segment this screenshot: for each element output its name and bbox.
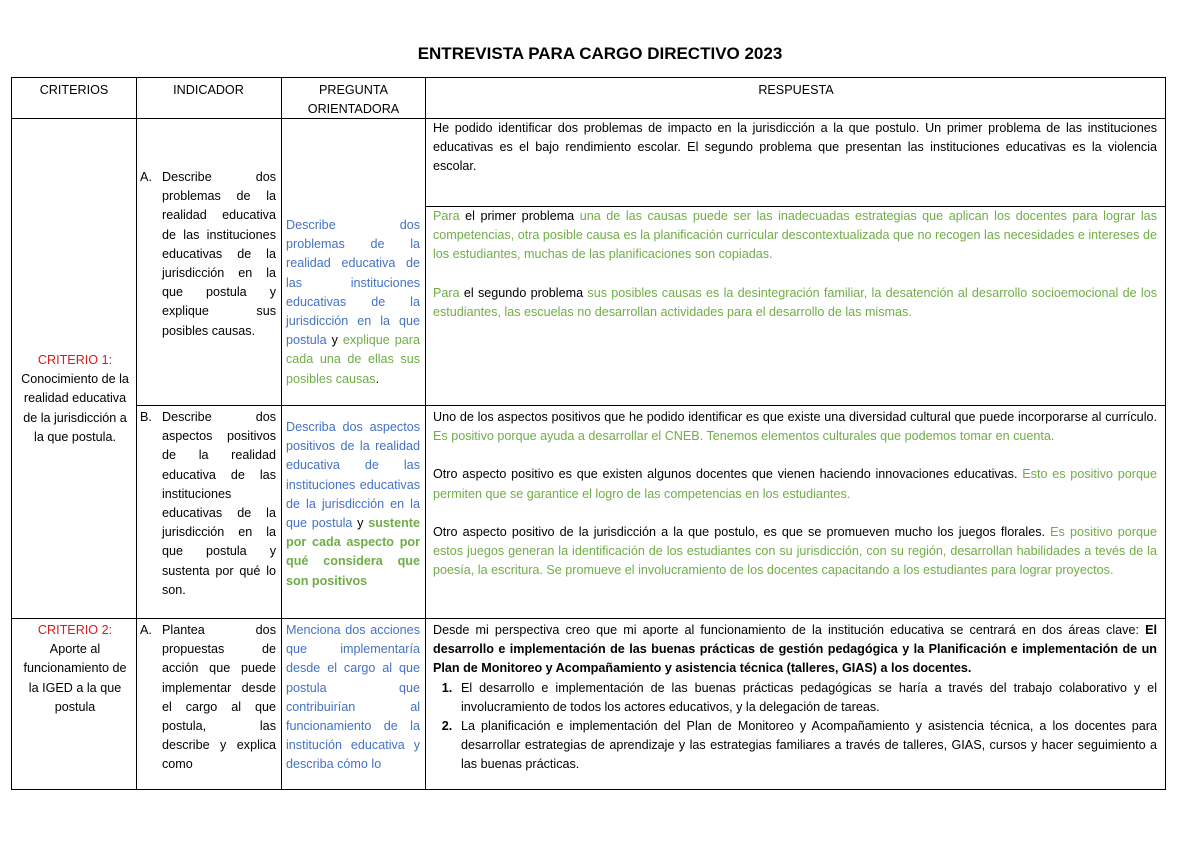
header-pregunta: PREGUNTA ORIENTADORA [307, 83, 400, 117]
pregunta-1a-part3: explique para cada una de ellas sus posibles causas [286, 333, 420, 386]
respuesta-1a-problems: He podido identificar dos problemas de impacto en la jurisdicción a la que postulo. Un primer problema de las instituciones educativas es el bajo rendimiento escolar. El segundo problema que presentan las instituciones educativas es la violencia escolar. [433, 121, 1157, 174]
criterio-2 [20, 621, 130, 717]
respuesta-1a-cause-1 [433, 207, 1157, 265]
respuesta-1b-aspect-2-reason: Esto es positivo porque permiten que se garantice el logro de las competencias en los estudiantes. [433, 467, 1157, 501]
pregunta-1a [286, 216, 420, 389]
respuesta-2a-list [433, 679, 1157, 775]
pregunta-2a-text: Menciona dos acciones que implementaría desde el cargo al que postula que contribuirían al funcionamiento de la institución educativa y describa cómo lo [286, 623, 420, 772]
criterio-2-label: CRITERIO 2: [37, 623, 113, 637]
list-item-text: La planificación e implementación del Plan de Monitoreo y Acompañamiento y asistencia técnica, a los docentes para desarrollar estrategias de aprendizaje y las estrategias familiares a través de talleres, GIAS, cursos y hacer seguimiento a las buenas prácticas. [461, 719, 1157, 772]
criterio-1-label: CRITERIO 1: [37, 353, 113, 367]
list-item-number: 2. [441, 719, 453, 734]
criterio-1-text: Conocimiento de la realidad educativa de la jurisdicción a la que postula. [21, 372, 129, 444]
respuesta-1a-causes [433, 207, 1157, 322]
grid-line [281, 78, 282, 790]
criterio-2-text: Aporte al funcionamiento de la IGED a la que postula [23, 642, 127, 714]
respuesta-1b-aspect-1 [433, 408, 1157, 446]
respuesta-2a [433, 621, 1157, 775]
grid-line [12, 618, 1166, 619]
document-title: ENTREVISTA PARA CARGO DIRECTIVO 2023 [417, 44, 783, 63]
pregunta-1b-part2: y [357, 516, 364, 531]
respuesta-1b-aspect-2 [433, 465, 1157, 503]
indicador-1b-text: Describe dos aspectos positivos de la realidad educativa de las instituciones educativas de la jurisdicción en la que postula y sustenta por qué lo son. [162, 410, 276, 597]
indicador-2a-letter: A. [140, 623, 152, 637]
indicador-2a [140, 621, 276, 775]
interview-table [11, 77, 1166, 790]
respuesta-1a-cause-2-intro: Para [433, 285, 460, 300]
respuesta-1a-cause-1-intro: Para [433, 209, 460, 223]
respuesta-1b-aspect-1-text: Uno de los aspectos positivos que he podido identificar es que existe una diversidad cultural que puede incorporarse al currículo. [433, 410, 1157, 424]
header-respuesta: RESPUESTA [758, 83, 834, 97]
list-item-text: El desarrollo e implementación de las buenas prácticas pedagógicas se haría a través del trabajo colaborativo y el involucramiento de todos los actores educativos, y la delegación de tareas. [461, 680, 1157, 714]
pregunta-1a-part4: . [375, 371, 380, 386]
list-item-number: 1. [441, 680, 453, 695]
criterio-1 [20, 351, 130, 447]
respuesta-1a-cause-1-label: el primer problema [465, 209, 575, 223]
indicador-1a-letter: A. [140, 170, 152, 184]
respuesta-1b-aspect-3-reason: Es positivo porque estos juegos generan la identificación de los estudiantes con su jurisdicción, con su región, desarrollan habilidades a tevés de la poesía, la escritura. Se promueve el involucramiento de los docentes capacitando a los estudiantes para lograr proyectos. [433, 524, 1157, 578]
indicador-1b-letter: B. [140, 410, 152, 424]
respuesta-2a-intro-bold: El desarrollo e implementación de las buenas prácticas de gestión pedagógica y la Planificación e implementación de un Plan de Monitoreo y Acompañamiento y asistencia técnica (talleres, GIAS) a los docentes. [433, 623, 1157, 676]
respuesta-1a-cause-2 [433, 284, 1157, 322]
respuesta-2a-intro-text: Desde mi perspectiva creo que mi aporte al funcionamiento de la institución educativa se centrará en dos áreas clave: [433, 623, 1139, 637]
pregunta-1a-part2: y [331, 333, 338, 348]
respuesta-1b-aspect-2-text: Otro aspecto positivo es que existen algunos docentes que vienen haciendo innovaciones educativas. [433, 467, 1018, 482]
pregunta-1a-part1: Describe dos problemas de la realidad educativa de las instituciones educativas de la jurisdicción en la que postula [286, 218, 420, 348]
header-criterios: CRITERIOS [39, 83, 109, 97]
indicador-1b [140, 408, 276, 600]
pregunta-1b [286, 418, 420, 591]
grid-line [136, 405, 1166, 406]
respuesta-1b-aspect-1-reason: Es positivo porque ayuda a desarrollar el CNEB. Tenemos elementos culturales que podemos tomar en cuenta. [433, 429, 1055, 444]
respuesta-1b [433, 408, 1157, 580]
respuesta-1a-cause-1-text: una de las causas puede ser las inadecuadas estrategias que aplican los docentes para lograr las competencias, otra posible causa es la planificación curricular descontextualizada que no recogen las necesidades e intereses de los estudiantes, muchas de las planificaciones son copiadas. [433, 209, 1157, 262]
header-indicador: INDICADOR [173, 83, 244, 97]
indicador-1a [140, 168, 276, 341]
respuesta-1b-aspect-3-text: Otro aspecto positivo de la jurisdicción a la que postulo, es que se promueven mucho los juegos florales. [433, 524, 1046, 539]
pregunta-1b-part1: Describa dos aspectos positivos de la realidad educativa de las instituciones educativas de la jurisdicción en la que postula [286, 420, 420, 531]
list-item [433, 717, 1157, 775]
respuesta-1a-cause-2-label: el segundo problema [463, 285, 584, 300]
indicador-2a-text: Plantea dos propuestas de acción que puede implementar desde el cargo al que postula, las describe y explica como [162, 623, 276, 772]
indicador-1a-text: Describe dos problemas de la realidad educativa de las instituciones educativas de la jurisdicción en la que postula y explique sus posibles causas. [162, 170, 276, 338]
list-item [433, 679, 1157, 717]
pregunta-2a [286, 621, 420, 775]
pregunta-1b-part3: sustente por cada aspecto por qué considera que son positivos [286, 516, 421, 588]
grid-line [425, 78, 426, 790]
respuesta-1b-aspect-3 [433, 523, 1157, 581]
respuesta-1a-cause-2-text: sus posibles causas es la desintegración familiar, la desatención al desarrollo socioemocional de los estudiantes, las escuelas no desarrollan actividades para el desarrollo de las mismas. [433, 285, 1158, 319]
respuesta-2a-intro [433, 621, 1157, 679]
grid-line [136, 78, 137, 790]
